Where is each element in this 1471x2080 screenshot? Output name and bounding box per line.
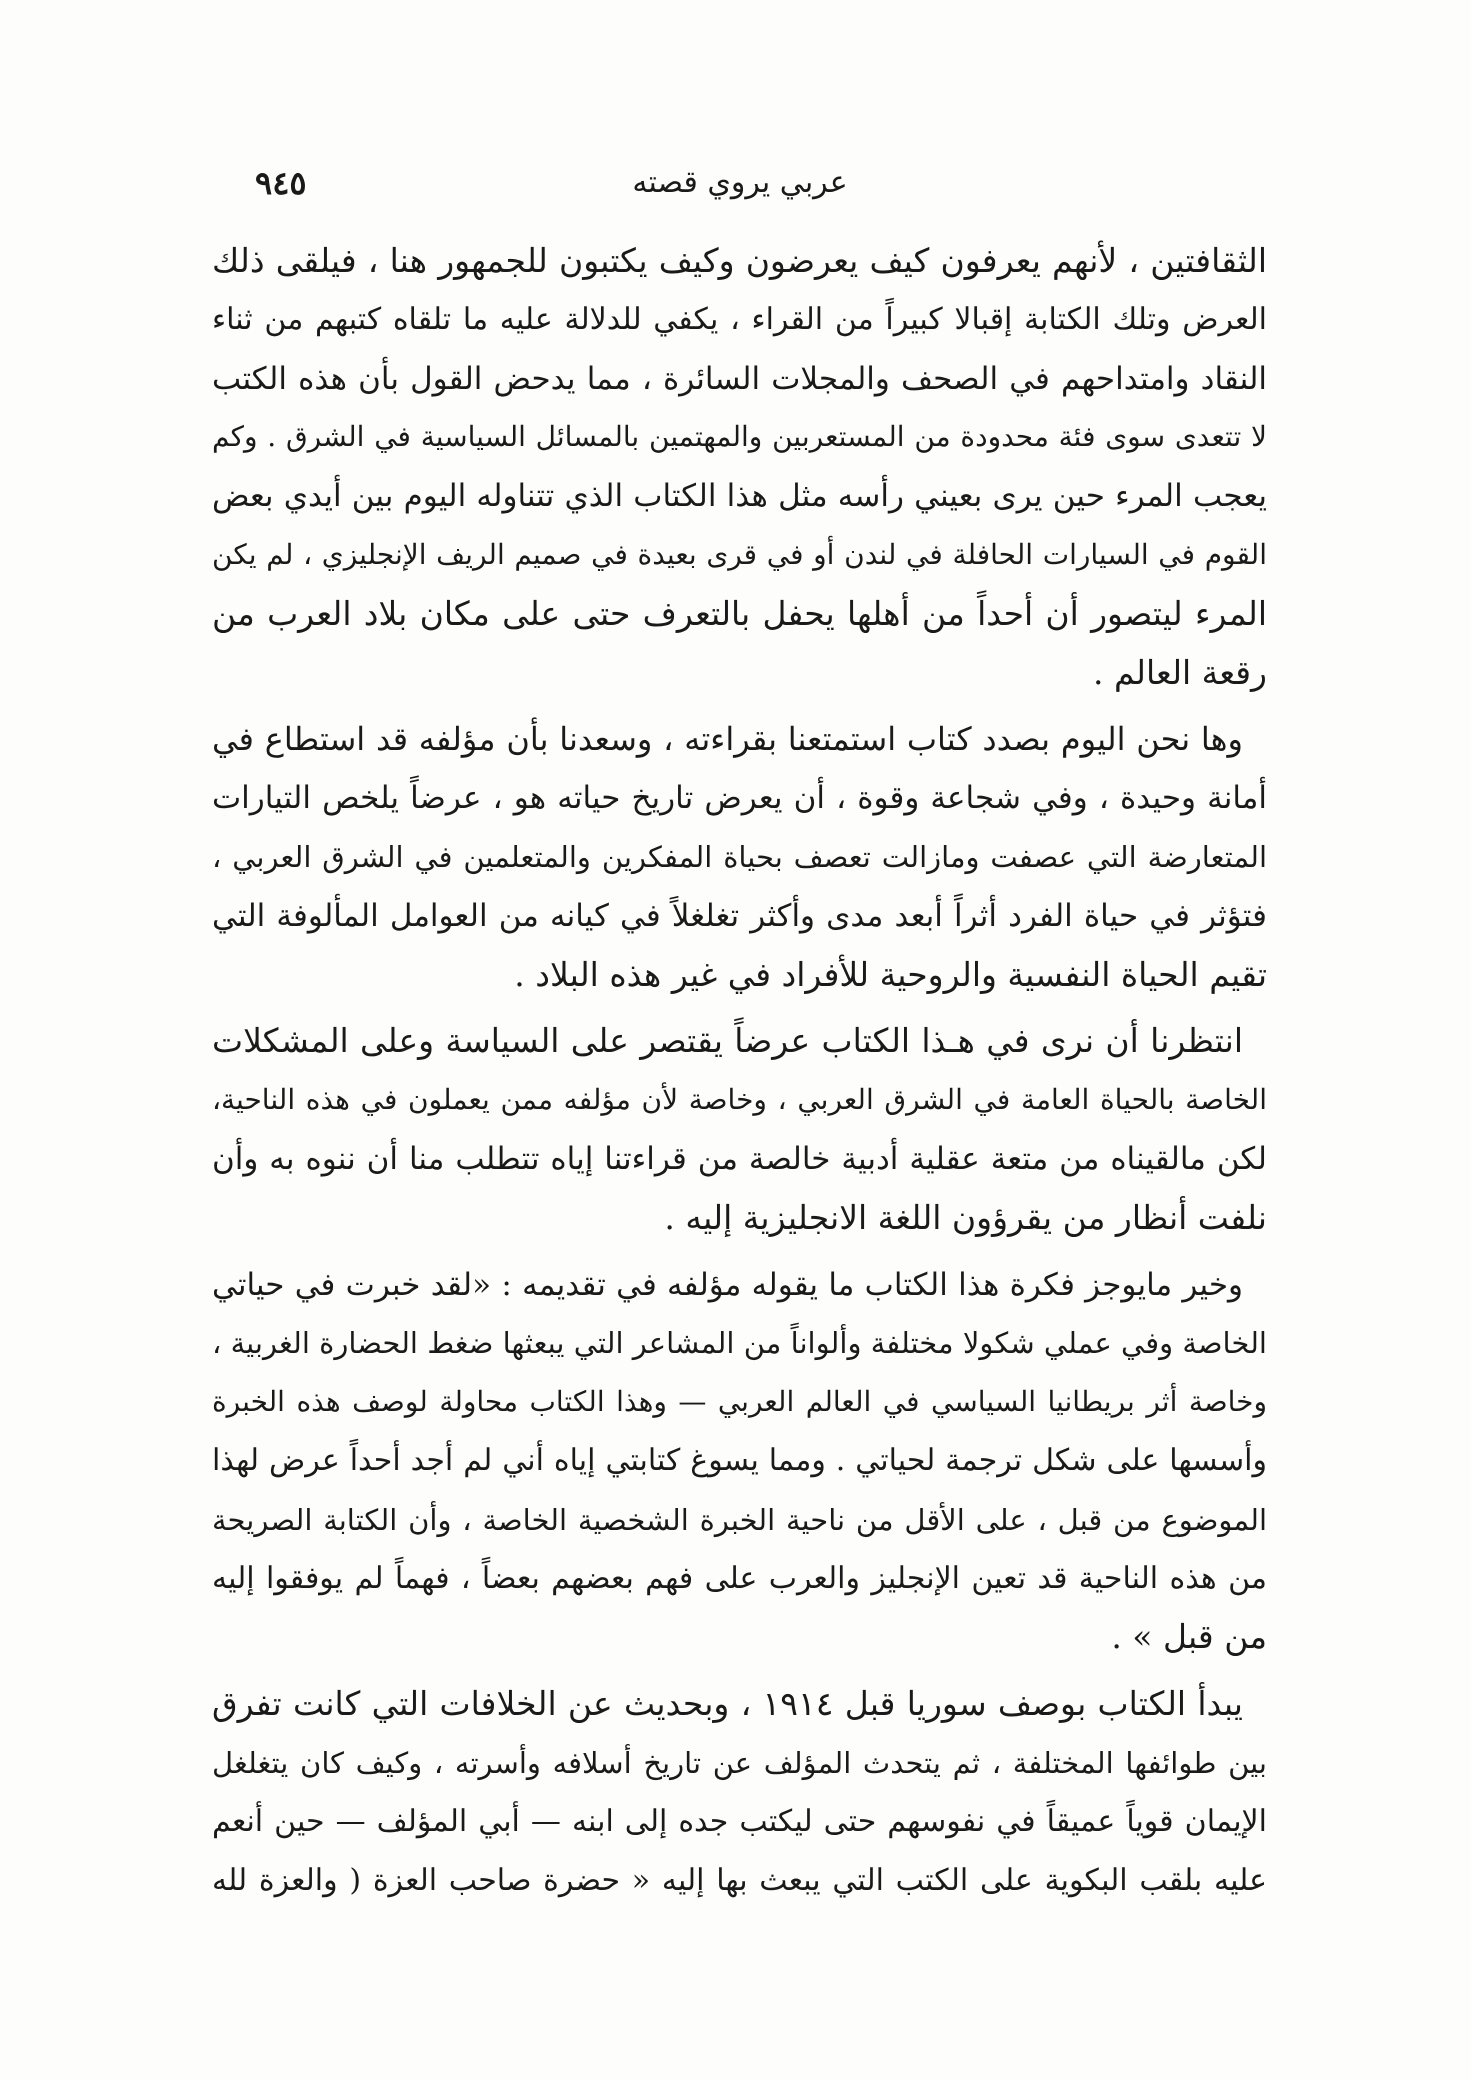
text-line: الخاصة بالحياة العامة في الشرق العربي ، وخاصة لأن مؤلفه ممن يعملون في هذه الناحية، [212,1083,1267,1117]
body-text [212,232,1267,1918]
text-line: الخاصة وفي عملي شكولا مختلفة وألواناً من المشاعر التي يبعثها ضغط الحضارة الغربية ، [212,1326,1267,1361]
text-line: فتؤثر في حياة الفرد أثراً أبعد مدى وأكثر تغلغلاً في كيانه من العوامل المألوفة التي [212,897,1267,934]
text-line: من هذه الناحية قد تعين الإنجليز والعرب على فهم بعضهم بعضاً ، فهماً لم يوفقوا إليه [212,1560,1267,1596]
text-line: المرء ليتصور أن أحداً من أهلها يحفل بالتعرف حتى على مكان بلاد العرب من [212,593,1267,633]
text-line: وأسسها على شكل ترجمة لحياتي . ومما يسوغ كتابتي إياه أني لم أجد أحداً عرض لهذا [212,1442,1267,1478]
text-line: من قبل » . [1111,1617,1267,1657]
text-line: رقعة العالم . [1092,652,1267,692]
text-line: الإيمان قوياً عميقاً في نفوسهم حتى ليكتب جده إلى ابنه — أبي المؤلف — حين أنعم [212,1803,1267,1839]
text-line: يعجب المرء حين يرى بعيني رأسه مثل هذا الكتاب الذي تتناوله اليوم بين أيدي بعض [212,478,1267,515]
text-line: بين طوائفها المختلفة ، ثم يتحدث المؤلف عن تاريخ أسلافه وأسرته ، وكيف كان يتغلغل [212,1745,1267,1780]
text-line: يبدأ الكتاب بوصف سوريا قبل ١٩١٤ ، وبحديث عن الخلافات التي كانت تفرق [212,1684,1243,1724]
text-line: انتظرنا أن نرى في هـذا الكتاب عرضاً يقتصر على السياسة وعلى المشكلات [212,1021,1243,1061]
page-header [215,158,1265,208]
paragraph-3 [212,1012,1267,1247]
text-line: العرض وتلك الكتابة إقبالا كبيراً من القراء ، يكفي للدلالة عليه ما تلقاه كتبهم من ثناء [212,301,1267,337]
text-line: وخاصة أثر بريطانيا السياسي في العالم العربي — وهذا الكتاب محاولة لوصف هذه الخبرة [212,1385,1267,1419]
text-line: عليه بلقب البكوية على الكتب التي يبعث بها إليه « حضرة صاحب العزة ( والعزة لله [212,1862,1267,1898]
text-line: لكن مالقيناه من متعة عقلية أدبية خالصة من قراءتنا إياه تتطلب منا أن ننوه به وأن [212,1140,1267,1177]
paragraph-2 [212,710,1267,1004]
paragraph-1 [212,232,1267,702]
text-line: القوم في السيارات الحافلة في لندن أو في قرى بعيدة في صميم الريف الإنجليزي ، لم يكن [212,537,1267,571]
paragraph-4 [212,1256,1267,1668]
text-line: وها نحن اليوم بصدد كتاب استمتعنا بقراءته ، وسعدنا بأن مؤلفه قد استطاع في [212,720,1244,759]
text-line: أمانة وحيدة ، وفي شجاعة وقوة ، أن يعرض تاريخ حياته هو ، عرضاً يلخص التيارات [212,780,1267,817]
text-line: الموضوع من قبل ، على الأقل من ناحية الخبرة الشخصية الخاصة ، وأن الكتابة الصريحة [212,1502,1267,1537]
paragraph-5 [212,1675,1267,1910]
text-line: وخير مايوجز فكرة هذا الكتاب ما يقوله مؤلفه في تقديمه : «لقد خبرت في حياتي [212,1266,1243,1303]
text-line: النقاد وامتداحهم في الصحف والمجلات السائرة ، مما يدحض القول بأن هذه الكتب [212,360,1267,397]
text-line: لا تتعدى سوى فئة محدودة من المستعربين والمهتمين بالمسائل السياسية في الشرق . وكم [212,420,1267,454]
text-line: تقيم الحياة النفسية والروحية للأفراد في غير هذه البلاد . [514,954,1267,994]
text-line: الثقافتين ، لأنهم يعرفون كيف يعرضون وكيف يكتبون للجمهور هنا ، فيلقى ذلك [212,241,1267,280]
running-title: عربي يروي قصته [632,165,848,200]
text-line: المتعارضة التي عصفت ومازالت تعصف بحياة المفكرين والمتعلمين في الشرق العربي ، [212,839,1267,874]
page-number: ٩٤٥ [255,164,307,202]
text-line: نلفت أنظار من يقرؤون اللغة الانجليزية إليه . [664,1197,1267,1237]
